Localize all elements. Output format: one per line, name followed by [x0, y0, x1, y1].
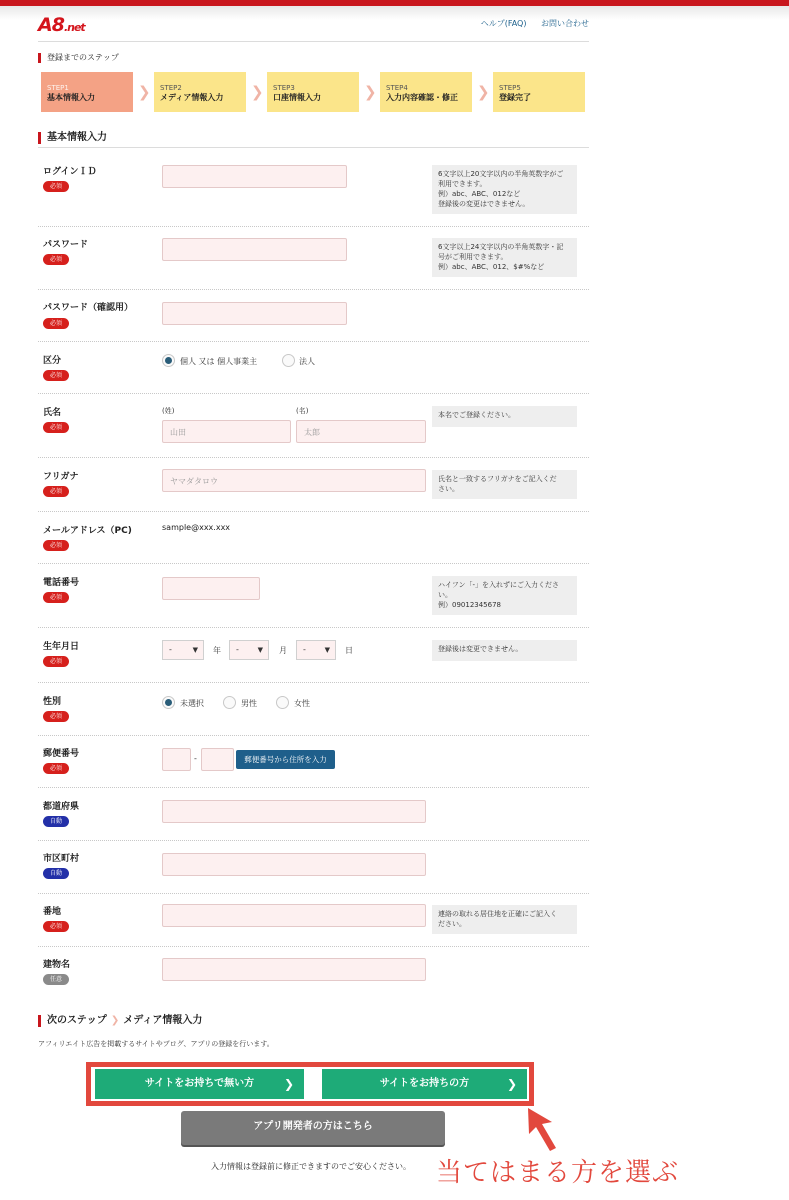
chevron-down-icon: ▼ [192, 646, 198, 654]
a8net-logo[interactable] [38, 14, 85, 36]
prefecture-input[interactable] [162, 800, 426, 823]
first-name-input[interactable]: 太郎 [296, 420, 426, 443]
day-unit: 日 [345, 646, 353, 655]
zip-first-input[interactable] [162, 748, 191, 771]
step-arrow-icon: ❯ [477, 83, 490, 101]
birth-month-value: - [236, 645, 239, 654]
header-divider [38, 41, 589, 42]
chevron-down-icon: ▼ [257, 646, 263, 654]
chevron-right-icon: ❯ [110, 1015, 120, 1026]
category-individual-label[interactable]: 個人 又は 個人事業主 [180, 357, 258, 366]
step-5-label: 登録完了 [499, 93, 531, 102]
has-site-button[interactable] [322, 1069, 527, 1099]
no-site-button[interactable] [95, 1069, 304, 1099]
birth-year-select[interactable] [162, 640, 204, 660]
section-divider [38, 147, 589, 148]
row-divider [38, 682, 589, 683]
app-developer-button[interactable]: アプリ開発者の方はこちら [181, 1111, 445, 1145]
phone-input[interactable] [162, 577, 260, 600]
note-line: 例）09012345678 [438, 601, 501, 609]
row-divider [38, 735, 589, 736]
last-name-input[interactable]: 山田 [162, 420, 291, 443]
step-arrow-icon: ❯ [364, 83, 377, 101]
section-title: 基本情報入力 [38, 132, 107, 144]
month-unit: 月 [279, 646, 287, 655]
step-1-num: STEP1 [47, 84, 69, 92]
gender-unselected-label[interactable]: 未選択 [180, 699, 204, 708]
first-name-sublabel: (名) [296, 407, 309, 415]
step-5 [493, 72, 585, 112]
row-divider [38, 840, 589, 841]
gender-male-label[interactable]: 男性 [241, 699, 257, 708]
pointer-arrow-icon [526, 1106, 558, 1152]
birth-note [432, 640, 577, 661]
no-site-button-label: サイトをお持ちで無い方 [144, 1078, 255, 1089]
password-confirm-label: パスワード（確認用） [43, 303, 134, 313]
furigana-label: フリガナ [43, 472, 79, 482]
note-line: 登録後は変更できません。 [438, 645, 523, 653]
step-2-label: メディア情報入力 [160, 93, 224, 102]
step-1 [41, 72, 133, 112]
password-label: パスワード [43, 240, 89, 250]
annotation-text: 当てはまる方を選ぶ [436, 1158, 680, 1188]
gender-male-radio[interactable] [223, 696, 236, 709]
note-line: 例）abc、ABC、012など [438, 190, 521, 198]
note-line: 氏名と一致するフリガナをご記入くだ [438, 475, 557, 483]
step-arrow-icon: ❯ [138, 83, 151, 101]
row-divider [38, 787, 589, 788]
password-confirm-input[interactable] [162, 302, 347, 325]
note-line: 6文字以上20文字以内の半角英数字がご [438, 170, 564, 178]
row-divider [38, 627, 589, 628]
required-badge: 必須 [43, 254, 69, 265]
next-step-prefix: 次のステップ [47, 1015, 107, 1026]
birth-day-value: - [303, 645, 306, 654]
furigana-input[interactable]: ヤマダタロウ [162, 469, 426, 492]
city-input[interactable] [162, 853, 426, 876]
password-note [432, 238, 577, 277]
row-divider [38, 946, 589, 947]
zip-lookup-button[interactable]: 郵便番号から住所を入力 [236, 750, 335, 769]
next-step-title [38, 1015, 202, 1027]
row-divider [38, 893, 589, 894]
step-4 [380, 72, 472, 112]
name-label: 氏名 [43, 408, 62, 418]
contact-link[interactable]: お問い合わせ [541, 19, 589, 28]
password-input[interactable] [162, 238, 347, 261]
auto-badge: 自動 [43, 816, 69, 827]
note-line: 登録後の変更はできません。 [438, 200, 530, 208]
category-label: 区分 [43, 356, 62, 366]
address-input[interactable] [162, 904, 426, 927]
login-id-input[interactable] [162, 165, 347, 188]
row-divider [38, 289, 589, 290]
row-divider [38, 457, 589, 458]
gender-label: 性別 [43, 697, 62, 707]
required-badge: 必須 [43, 318, 69, 329]
last-name-sublabel: (姓) [162, 407, 175, 415]
row-divider [38, 563, 589, 564]
note-line: い。 [438, 591, 452, 599]
gender-female-radio[interactable] [276, 696, 289, 709]
category-individual-radio[interactable] [162, 354, 175, 367]
step-arrow-icon: ❯ [251, 83, 264, 101]
prefecture-label: 都道府県 [43, 802, 80, 812]
has-site-button-label: サイトをお持ちの方 [379, 1078, 470, 1089]
step-4-label: 入力内容確認・修正 [386, 93, 458, 102]
email-label: メールアドレス（PC) [43, 526, 132, 536]
footer-note: 入力情報は登録前に修正できますのでご安心ください。 [211, 1162, 411, 1171]
login-id-note [432, 165, 577, 214]
step-3 [267, 72, 359, 112]
required-badge: 必須 [43, 422, 69, 433]
step-5-num: STEP5 [499, 84, 521, 92]
zip-dash: - [194, 754, 197, 763]
birth-day-select[interactable] [296, 640, 336, 660]
optional-badge: 任意 [43, 974, 69, 985]
note-line: 号がご利用できます。 [438, 253, 508, 261]
required-badge: 必須 [43, 656, 69, 667]
required-badge: 必須 [43, 486, 69, 497]
required-badge: 必須 [43, 370, 69, 381]
chevron-right-icon: ❯ [283, 1077, 294, 1091]
city-label: 市区町村 [43, 854, 80, 864]
gender-female-label[interactable]: 女性 [294, 699, 310, 708]
category-corporate-radio[interactable] [282, 354, 295, 367]
address-note [432, 905, 577, 934]
gender-unselected-radio[interactable] [162, 696, 175, 709]
step-3-label: 口座情報入力 [273, 93, 321, 102]
required-badge: 必須 [43, 763, 69, 774]
next-step-description: アフィリエイト広告を掲載するサイトやブログ、アプリの登録を行います。 [38, 1040, 274, 1048]
note-line: 本名でご登録ください。 [438, 411, 515, 419]
steps-title: 登録までのステップ [38, 53, 119, 63]
chevron-down-icon: ▼ [324, 646, 330, 654]
row-divider [38, 226, 589, 227]
building-label: 建物名 [43, 960, 71, 970]
zip-label: 郵便番号 [43, 749, 80, 759]
next-step-name: メディア情報入力 [123, 1015, 203, 1026]
step-progress [41, 72, 589, 112]
row-divider [38, 511, 589, 512]
step-1-label: 基本情報入力 [47, 93, 95, 102]
step-4-num: STEP4 [386, 84, 408, 92]
help-faq-link[interactable]: ヘルプ(FAQ) [480, 19, 527, 28]
birth-year-value: - [169, 645, 172, 654]
name-note [432, 406, 577, 427]
login-id-label: ログインＩＤ [43, 167, 97, 177]
phone-note [432, 576, 577, 615]
phone-label: 電話番号 [43, 578, 80, 588]
birth-label: 生年月日 [43, 642, 80, 652]
note-line: 利用できます。 [438, 180, 487, 188]
required-badge: 必須 [43, 181, 69, 192]
logo-sub: .net [63, 21, 85, 34]
category-corporate-label[interactable]: 法人 [299, 357, 315, 366]
note-line: 例）abc、ABC、012、$#%など [438, 263, 545, 271]
logo-main: A8 [38, 14, 64, 36]
top-shadow [0, 6, 789, 20]
email-value: sample@xxx.xxx [162, 523, 231, 532]
step-2-num: STEP2 [160, 84, 182, 92]
row-divider [38, 393, 589, 394]
chevron-right-icon: ❯ [506, 1077, 517, 1091]
step-2 [154, 72, 246, 112]
row-divider [38, 341, 589, 342]
note-line: 連絡の取れる居住地を正確にご記入く [438, 910, 557, 918]
note-line: ハイフン「-」を入れずにご入力くださ [438, 581, 560, 589]
note-line: さい。 [438, 485, 459, 493]
auto-badge: 自動 [43, 868, 69, 879]
required-badge: 必須 [43, 592, 69, 603]
note-line: ださい。 [438, 920, 466, 928]
birth-month-select[interactable] [229, 640, 269, 660]
required-badge: 必須 [43, 540, 69, 551]
note-line: 6文字以上24文字以内の半角英数字・記 [438, 243, 564, 251]
building-input[interactable] [162, 958, 426, 981]
required-badge: 必須 [43, 711, 69, 722]
furigana-note [432, 470, 577, 499]
header-links [469, 18, 589, 29]
address-label: 番地 [43, 907, 62, 917]
year-unit: 年 [213, 646, 221, 655]
zip-second-input[interactable] [201, 748, 234, 771]
step-3-num: STEP3 [273, 84, 295, 92]
required-badge: 必須 [43, 921, 69, 932]
